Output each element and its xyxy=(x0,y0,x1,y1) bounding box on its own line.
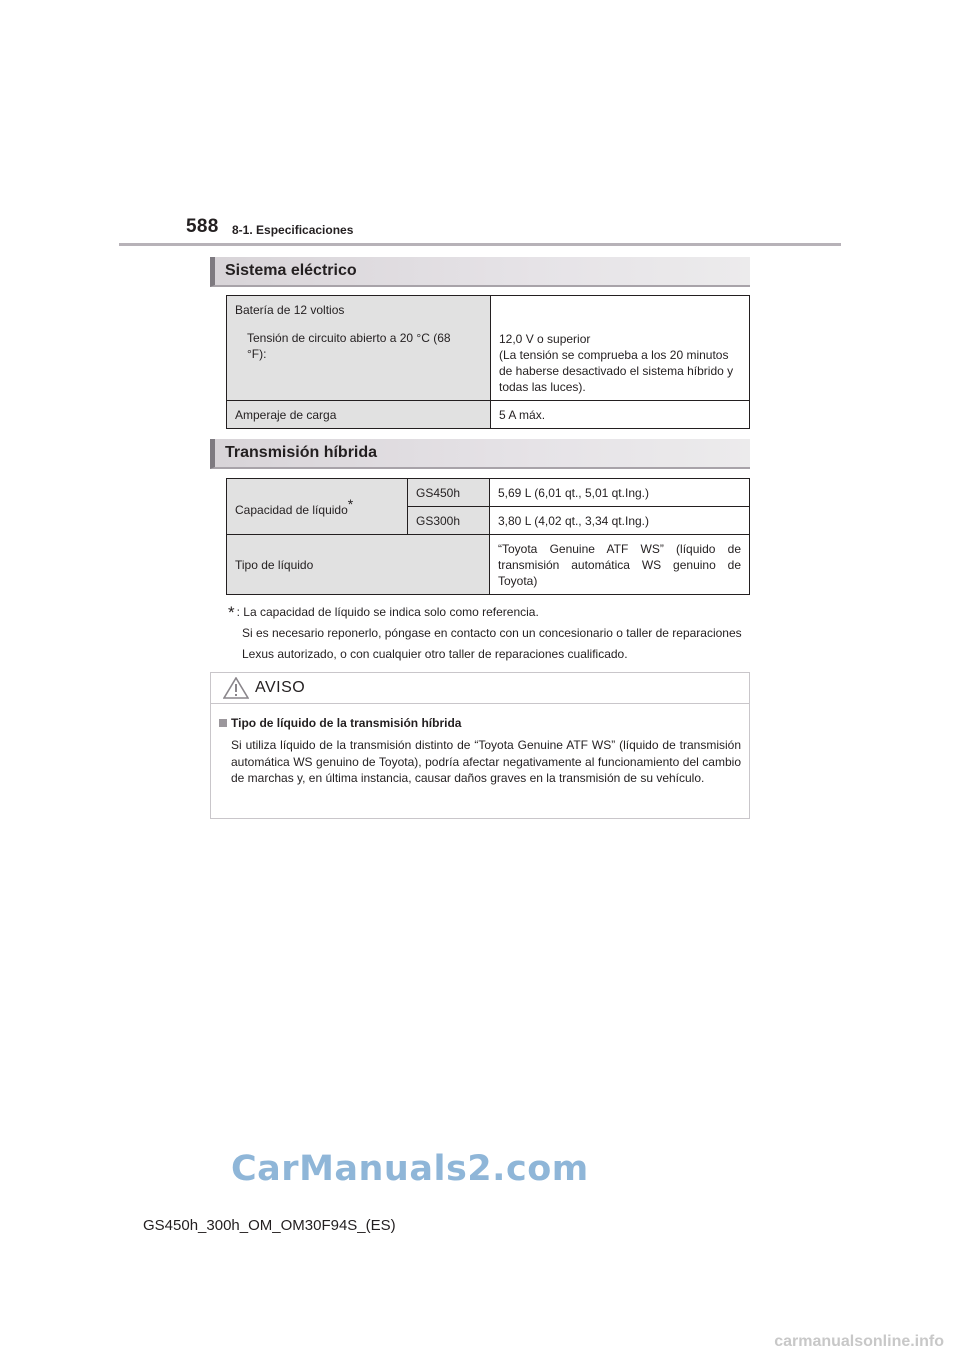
section-title-text: Transmisión híbrida xyxy=(225,444,378,461)
footnote-line2: Si es necesario reponerlo, póngase en contacto con un concesionario o taller de reparaciones Lexus autorizado, o con cualquier otro taller de reparaciones cualificado. xyxy=(242,626,742,661)
document-code: GS450h_300h_OM_OM30F94S_(ES) xyxy=(143,1217,396,1234)
fluid-label: Tipo de líquido xyxy=(227,535,490,595)
footnote-mark: * xyxy=(347,496,354,512)
aviso-title: AVISO xyxy=(255,679,306,696)
aviso-subheading: Tipo de líquido de la transmisión híbrida xyxy=(231,716,462,730)
footnote-line1: : La capacidad de líquido se indica solo como referencia. xyxy=(236,605,539,619)
aviso-warning-box xyxy=(210,672,750,819)
site-credit: carmanualsonline.info xyxy=(774,1333,944,1350)
charge-value: 5 A máx. xyxy=(491,401,750,429)
bullet-square-icon xyxy=(219,719,227,727)
header-rule xyxy=(119,243,841,246)
section-title-transmision xyxy=(210,439,750,469)
aviso-header xyxy=(211,673,749,704)
watermark-logo: CarManuals2.com xyxy=(231,1149,589,1189)
capacity-label-cell xyxy=(227,479,408,535)
voltage-label: Tensión de circuito abierto a 20 °C (68 °F): xyxy=(247,331,451,361)
footnote xyxy=(228,602,758,665)
running-header: 8-1. Especificaciones xyxy=(232,223,354,237)
battery-label: Batería de 12 voltios xyxy=(235,303,345,317)
footnote-asterisk: * xyxy=(228,603,235,622)
voltage-note: (La tensión se comprueba a los 20 minutos de haberse desactivado el sistema híbrido y todas las luces). xyxy=(499,348,734,394)
section-title-text: Sistema eléctrico xyxy=(225,262,357,279)
voltage-value-cell xyxy=(491,296,750,401)
capacity-gs450h: 5,69 L (6,01 qt., 5,01 qt.Ing.) xyxy=(490,479,750,507)
aviso-body: Si utiliza líquido de la transmisión distinto de “Toyota Genuine ATF WS” (líquido de transmisión automática WS genuino de Toyota), podría afectar negativamente al funcionamiento del cambio de marchas y, en última instancia, causar daños graves en la transmisión de su vehículo. xyxy=(231,738,741,785)
model-gs450h: GS450h xyxy=(408,479,490,507)
voltage-value: 12,0 V o superior xyxy=(499,332,591,346)
model-gs300h: GS300h xyxy=(408,507,490,535)
transmission-spec-table xyxy=(226,478,750,595)
battery-label-cell xyxy=(227,296,491,401)
section-title-sistema-electrico xyxy=(210,257,750,287)
warning-triangle-icon xyxy=(223,677,249,699)
capacity-label: Capacidad de líquido xyxy=(235,503,348,517)
charge-label: Amperaje de carga xyxy=(227,401,491,429)
fluid-value: “Toyota Genuine ATF WS” (líquido de transmisión automática WS genuino de Toyota) xyxy=(490,535,750,595)
electrical-spec-table xyxy=(226,295,750,429)
capacity-gs300h: 3,80 L (4,02 qt., 3,34 qt.Ing.) xyxy=(490,507,750,535)
page-number: 588 xyxy=(186,216,219,237)
